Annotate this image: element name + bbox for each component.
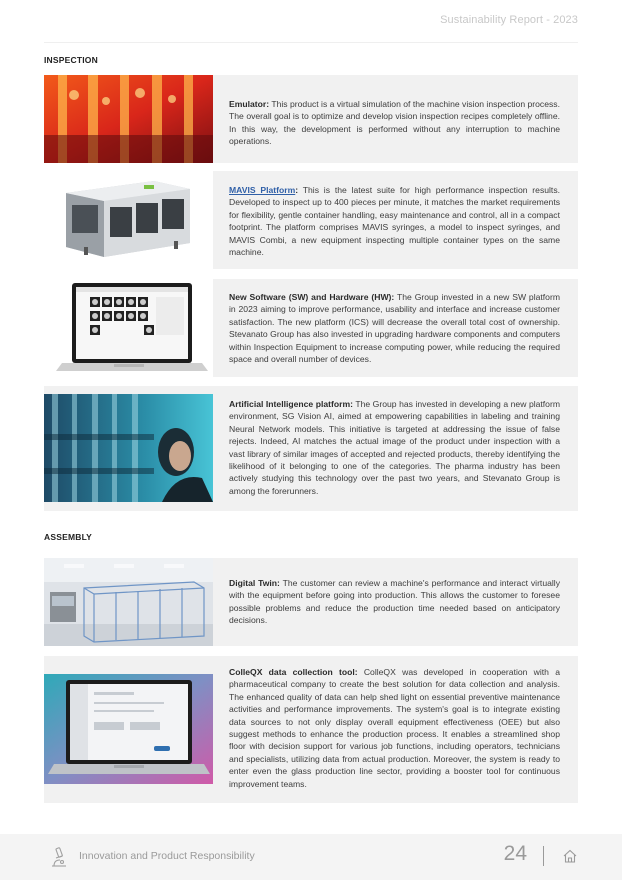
- new-sw-hw-text: New Software (SW) and Hardware (HW): The Group invested in a new SW platform in 2023 aiming to improve performance, usability and interface and increase customer satisfaction. The new platform (ICS) will decrease the overall total cost of ownership. Stevanato Group has also invested in upgrading hardware components and computers within Inspection Equipment to increase computing power, while reducing the required space and overall number of devices.: [229, 292, 560, 365]
- card-digital-twin: [44, 558, 578, 646]
- card-emulator: [44, 75, 578, 163]
- colleqx-laptop-image: [44, 674, 213, 784]
- emulator-image: [44, 75, 213, 163]
- microscope-icon: [48, 846, 70, 868]
- card-ai-platform: [44, 386, 578, 511]
- card-new-software-hardware: [44, 279, 578, 377]
- digital-twin-text: Digital Twin: The customer can review a machine's performance and interact virtually with the equipment before going into production. This allows the customer to foresee possible problems and reduce the production time needed based on anticipatory decisions.: [229, 578, 560, 626]
- mavis-text: MAVIS Platform: This is the latest suite for high performance inspection results. Developed to inspect up to 400 pieces per minute, it matches the market requirements for flexibility, gentle container handling, easy maintenance and control, all in a compact footprint. The platform comprises MAVIS syringes, a model to inspect syringes, and MAVIS Combi, a new equipment inspecting multiple container types on the same machine.: [229, 185, 561, 258]
- home-icon[interactable]: [562, 848, 578, 864]
- mavis-machine-image: [44, 171, 213, 269]
- ai-platform-image: [44, 394, 213, 502]
- card-colleqx-tool: [44, 656, 578, 803]
- footer-divider: [543, 846, 544, 866]
- digital-twin-image: [44, 558, 213, 646]
- report-title: Sustainability Report - 2023: [440, 14, 578, 26]
- page-number: 24: [503, 842, 527, 865]
- page-footer: [0, 834, 622, 880]
- laptop-software-image: [44, 279, 213, 377]
- ai-platform-text: Artificial Intelligence platform: The Group has invested in developing a new platform environment, SG Vision AI, aimed at empowering capabilities in labeling and training Neural Network models. This initiative is targeted at addressing the issue of false rejects. Indeed, AI matches the actual image of the product under inspection with a vast library of similar images of accepted and rejected products, thereby identifying the likelihood of it belonging to one of the categories. The pharma industry has been actively studying this technology over the past two years, and Stevanato Group is among the forerunners.: [229, 399, 560, 496]
- card-mavis-platform: [44, 171, 578, 269]
- header-divider: [44, 42, 578, 43]
- section-heading-assembly: ASSEMBLY: [44, 532, 93, 542]
- footer-section-label: Innovation and Product Responsibility: [79, 850, 255, 862]
- emulator-text: Emulator: This product is a virtual simulation of the machine vision inspection process. The overall goal is to optimize and develop vision inspection recipes completely offline. In this way, the development is performed without any interruption to machine operations.: [229, 99, 560, 147]
- mavis-platform-link[interactable]: MAVIS Platform: [229, 185, 296, 195]
- section-heading-inspection: INSPECTION: [44, 55, 98, 65]
- colleqx-text: ColleQX data collection tool: ColleQX was developed in cooperation with a pharmaceutical company to create the best solution for data collection and analysis. The enhanced quality of data can help shed light on essential preventive maintenance activities and performance improvements. The system's goal is to integrate existing data sources to not only display overall equipment effectiveness (OEE) but also suggest methods to enhance the production process. It enables a streamlined shop floor with decision support for various job functions, including operators, technicians and specialists, utilizing data from actual production. Moreover, the system is ready to enter even the glass production line sector, providing a booster tool for continuous improvement teams.: [229, 667, 560, 789]
